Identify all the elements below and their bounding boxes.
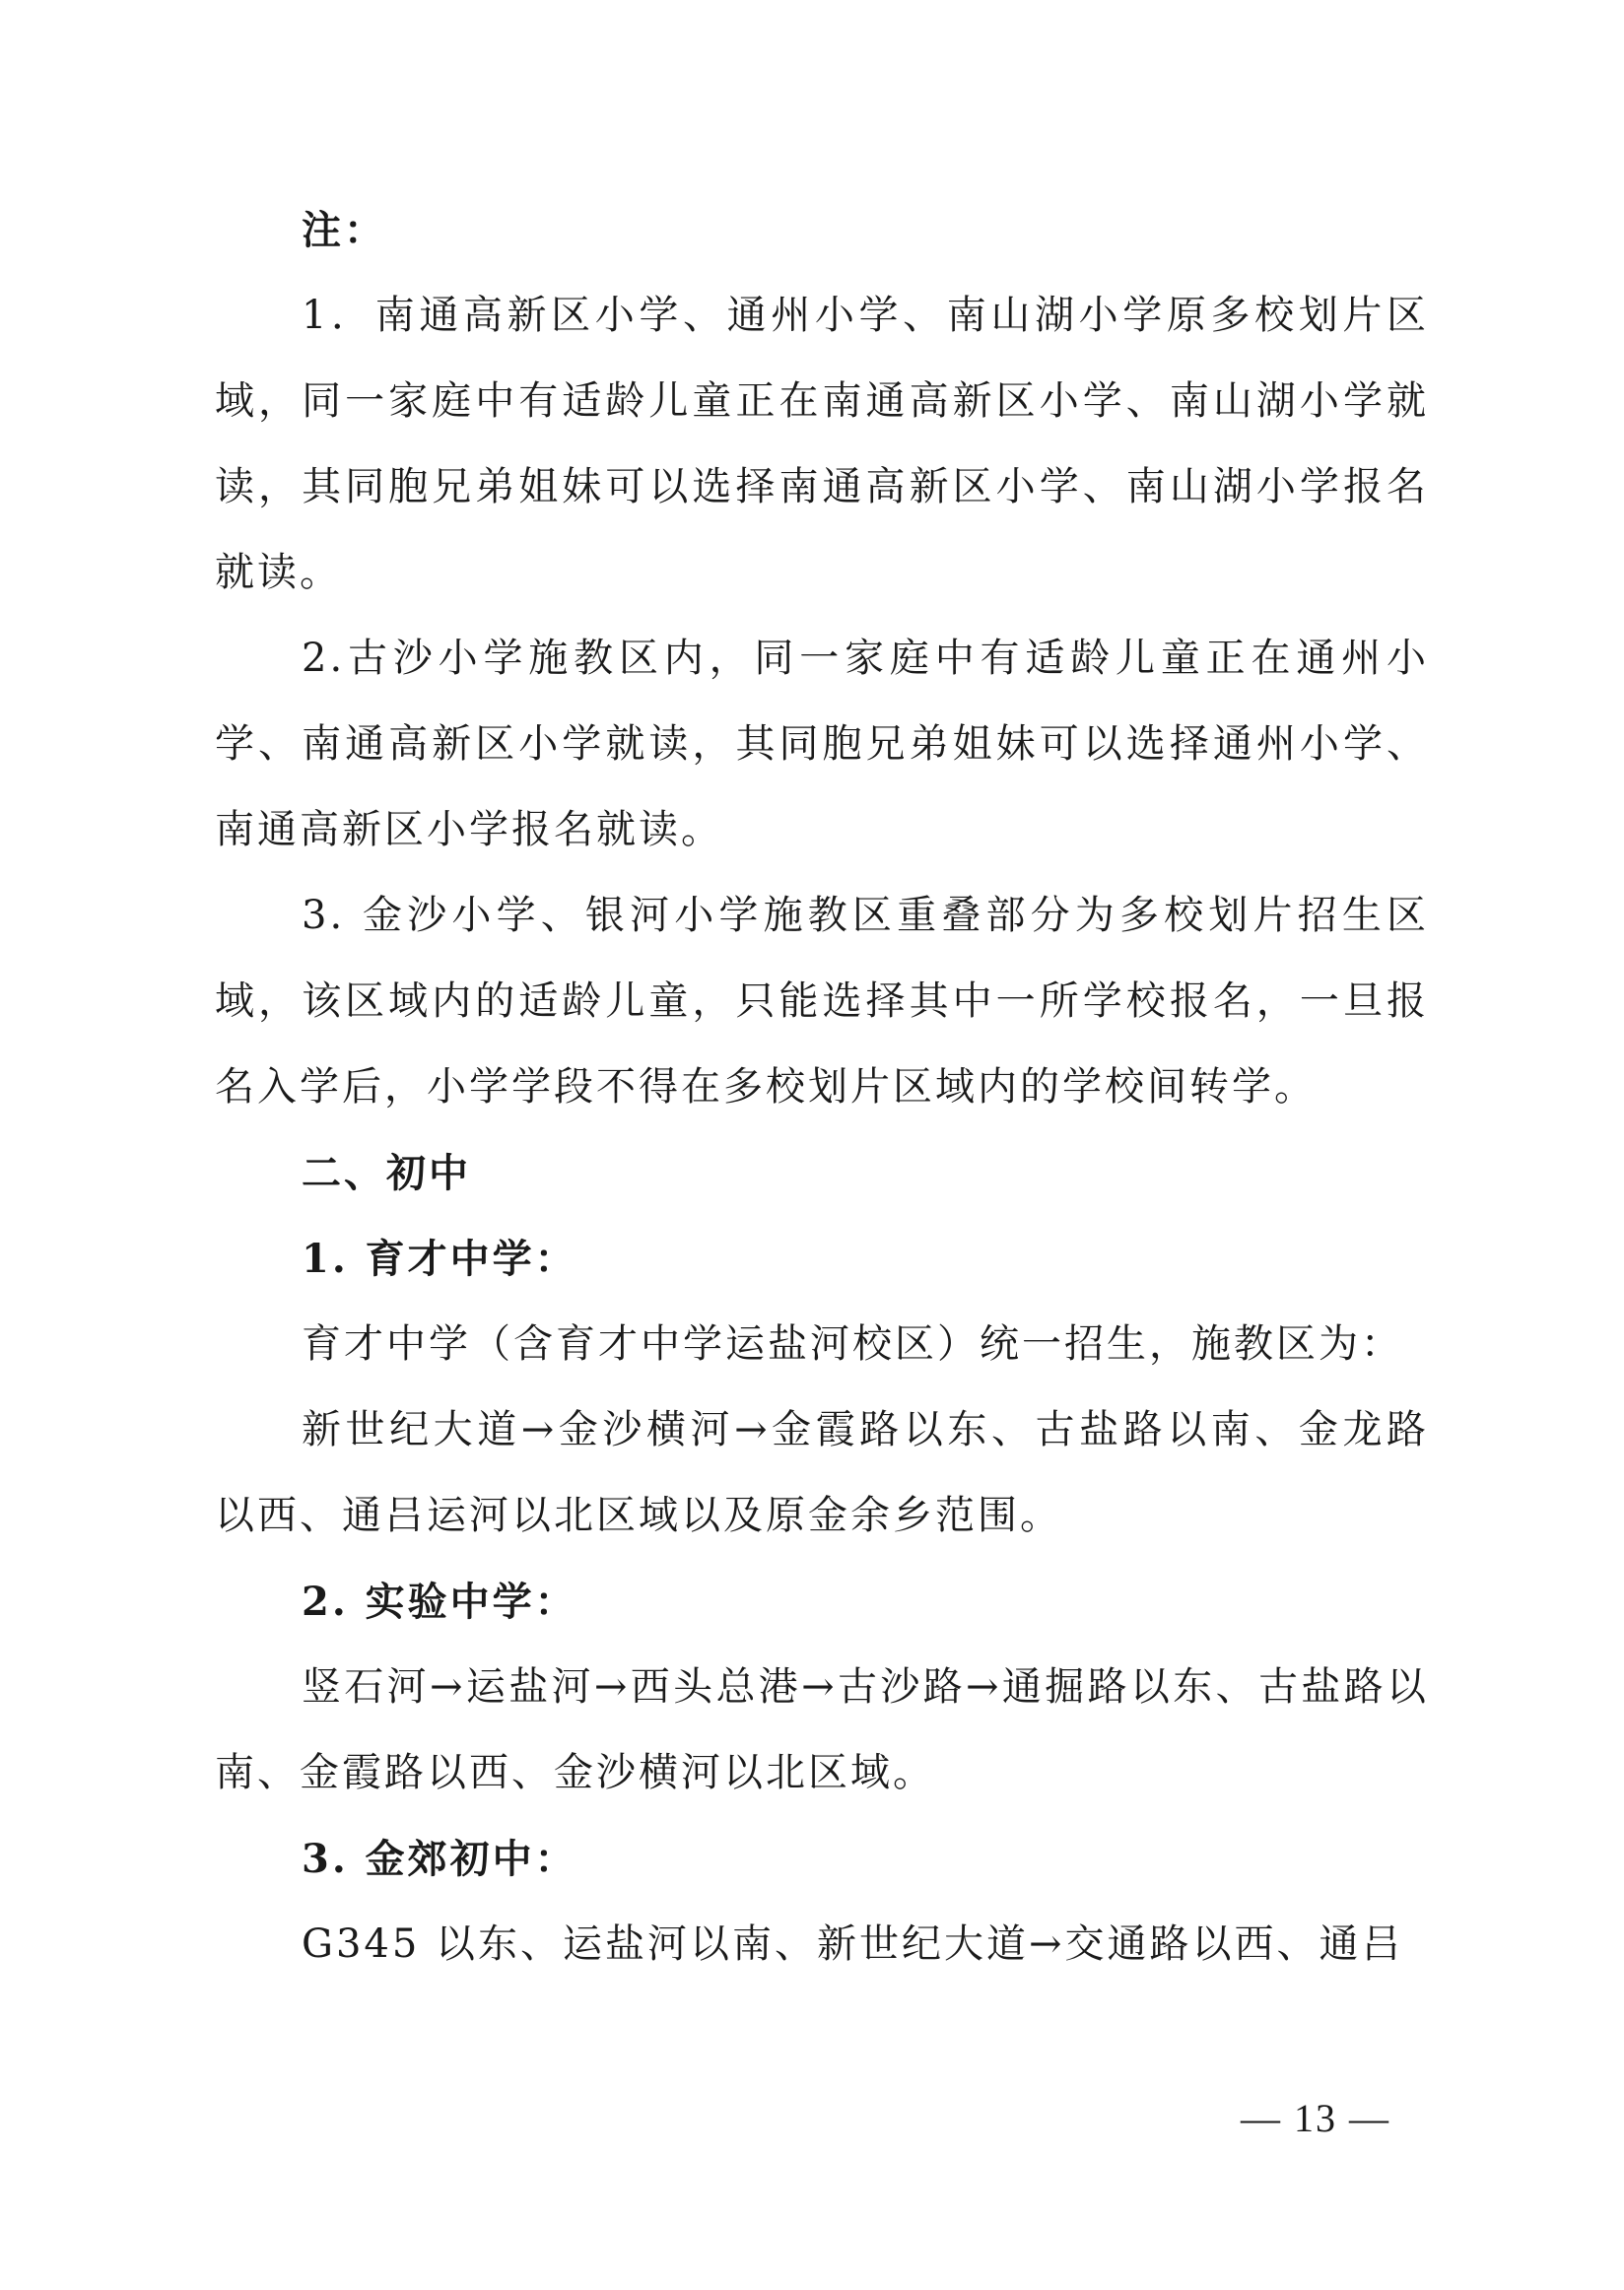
school-heading-yucai: 1. 育才中学： (302, 1236, 577, 1282)
school-heading-shiyan: 2. 实验中学： (302, 1579, 577, 1625)
note-paragraph-2: 2.古沙小学施教区内，同一家庭中有适龄儿童正在通州小学、南通高新区小学就读，其同胞兄弟姐妹可以选择通州小学、南通高新区小学报名就读。 (215, 636, 1429, 852)
school-intro-yucai: 育才中学（含育才中学运盐河校区）统一招生，施教区为： (302, 1321, 1403, 1367)
note-paragraph-3: 3. 金沙小学、银河小学施教区重叠部分为多校划片招生区域，该区域内的适龄儿童，只能选择其中一所学校报名，一旦报名入学后，小学学段不得在多校划片区域内的学校间转学。 (215, 893, 1429, 1110)
school-area-shiyan: 竖石河→运盐河→西头总港→古沙路→通掘路以东、古盐路以南、金霞路以西、金沙横河以北区域。 (215, 1664, 1429, 1795)
document-body (215, 187, 1429, 1987)
note-paragraph-1: 1．南通高新区小学、通州小学、南山湖小学原多校划片区域，同一家庭中有适龄儿童正在南通高新区小学、南山湖小学就读，其同胞兄弟姐妹可以选择南通高新区小学、南山湖小学报名就读。 (215, 293, 1429, 595)
school-heading-jinjiao: 3. 金郊初中： (302, 1836, 577, 1882)
section-heading-junior-high: 二、初中 (302, 1150, 471, 1196)
school-area-yucai: 新世纪大道→金沙横河→金霞路以东、古盐路以南、金龙路以西、通吕运河以北区域以及原金余乡范围。 (215, 1407, 1429, 1538)
school-area-jinjiao: G345 以东、运盐河以南、新世纪大道→交通路以西、通吕 (302, 1921, 1404, 1967)
page-number: — 13 — (1241, 2096, 1390, 2140)
note-heading: 注： (302, 207, 386, 253)
